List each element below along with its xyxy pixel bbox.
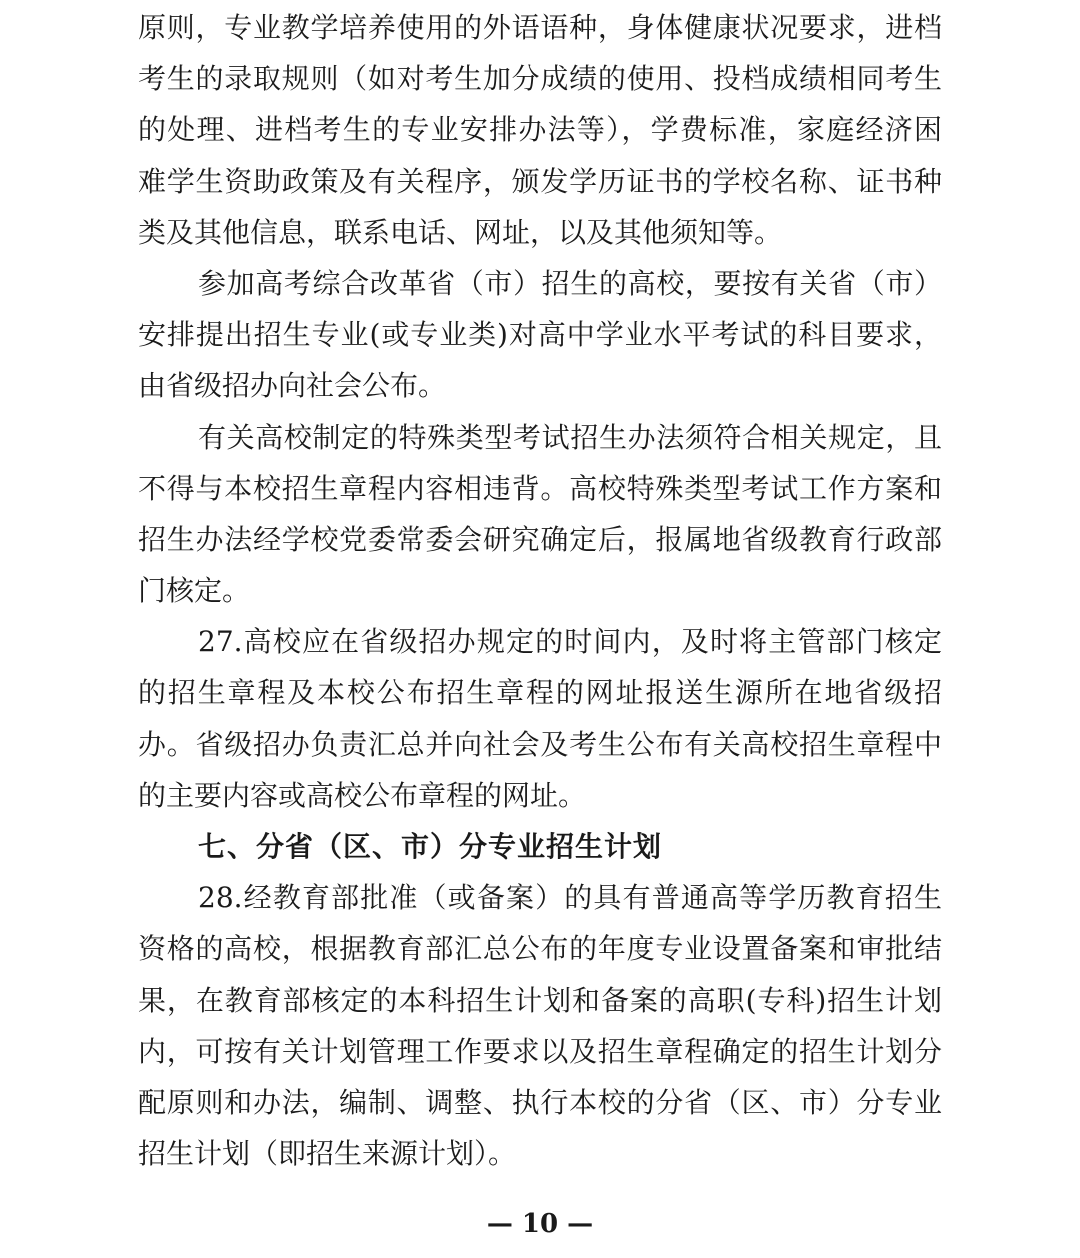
text-line: 果，在教育部核定的本科招生计划和备案的高职(专科)招生计划 bbox=[138, 983, 942, 1017]
text-line: 类及其他信息，联系电话、网址，以及其他须知等。 bbox=[138, 215, 783, 249]
text-line: 参加高考综合改革省（市）招生的高校，要按有关省（市） bbox=[198, 266, 942, 300]
text-line: 难学生资助政策及有关程序，颁发学历证书的学校名称、证书种 bbox=[138, 164, 942, 198]
text-line: 27.高校应在省级招办规定的时间内，及时将主管部门核定 bbox=[198, 625, 942, 659]
text-line: 门核定。 bbox=[138, 574, 251, 608]
text-line: 28.经教育部批准（或备案）的具有普通高等学历教育招生 bbox=[198, 881, 942, 915]
text-line: 的处理、进档考生的专业安排办法等），学费标准，家庭经济困 bbox=[138, 113, 942, 147]
text-line: 有关高校制定的特殊类型考试招生办法须符合相关规定，且 bbox=[198, 420, 942, 454]
text-line: 招生计划（即招生来源计划）。 bbox=[138, 1137, 517, 1171]
text-line: 安排提出招生专业(或专业类)对高中学业水平考试的科目要求， bbox=[138, 318, 942, 352]
text-line: 不得与本校招生章程内容相违背。高校特殊类型考试工作方案和 bbox=[138, 471, 942, 505]
page-number: — 10 — bbox=[486, 1209, 594, 1239]
text-line: 由省级招办向社会公布。 bbox=[138, 369, 447, 403]
text-line: 招生办法经学校党委常委会研究确定后，报属地省级教育行政部 bbox=[138, 522, 942, 556]
text-line: 的主要内容或高校公布章程的网址。 bbox=[138, 778, 587, 812]
text-line: 考生的录取规则（如对考生加分成绩的使用、投档成绩相同考生 bbox=[138, 62, 942, 96]
document-body bbox=[138, 0, 942, 1179]
text-line: 内，可按有关计划管理工作要求以及招生章程确定的招生计划分 bbox=[138, 1034, 942, 1068]
text-line: 资格的高校，根据教育部汇总公布的年度专业设置备案和审批结 bbox=[138, 932, 942, 966]
text-line: 的招生章程及本校公布招生章程的网址报送生源所在地省级招 bbox=[138, 676, 942, 710]
text-line: 办。省级招办负责汇总并向社会及考生公布有关高校招生章程中 bbox=[138, 727, 942, 761]
text-line: 原则，专业教学培养使用的外语语种，身体健康状况要求，进档 bbox=[138, 11, 942, 44]
section-heading: 七、分省（区、市）分专业招生计划 bbox=[198, 830, 663, 863]
text-line: 配原则和办法，编制、调整、执行本校的分省（区、市）分专业 bbox=[138, 1085, 942, 1119]
